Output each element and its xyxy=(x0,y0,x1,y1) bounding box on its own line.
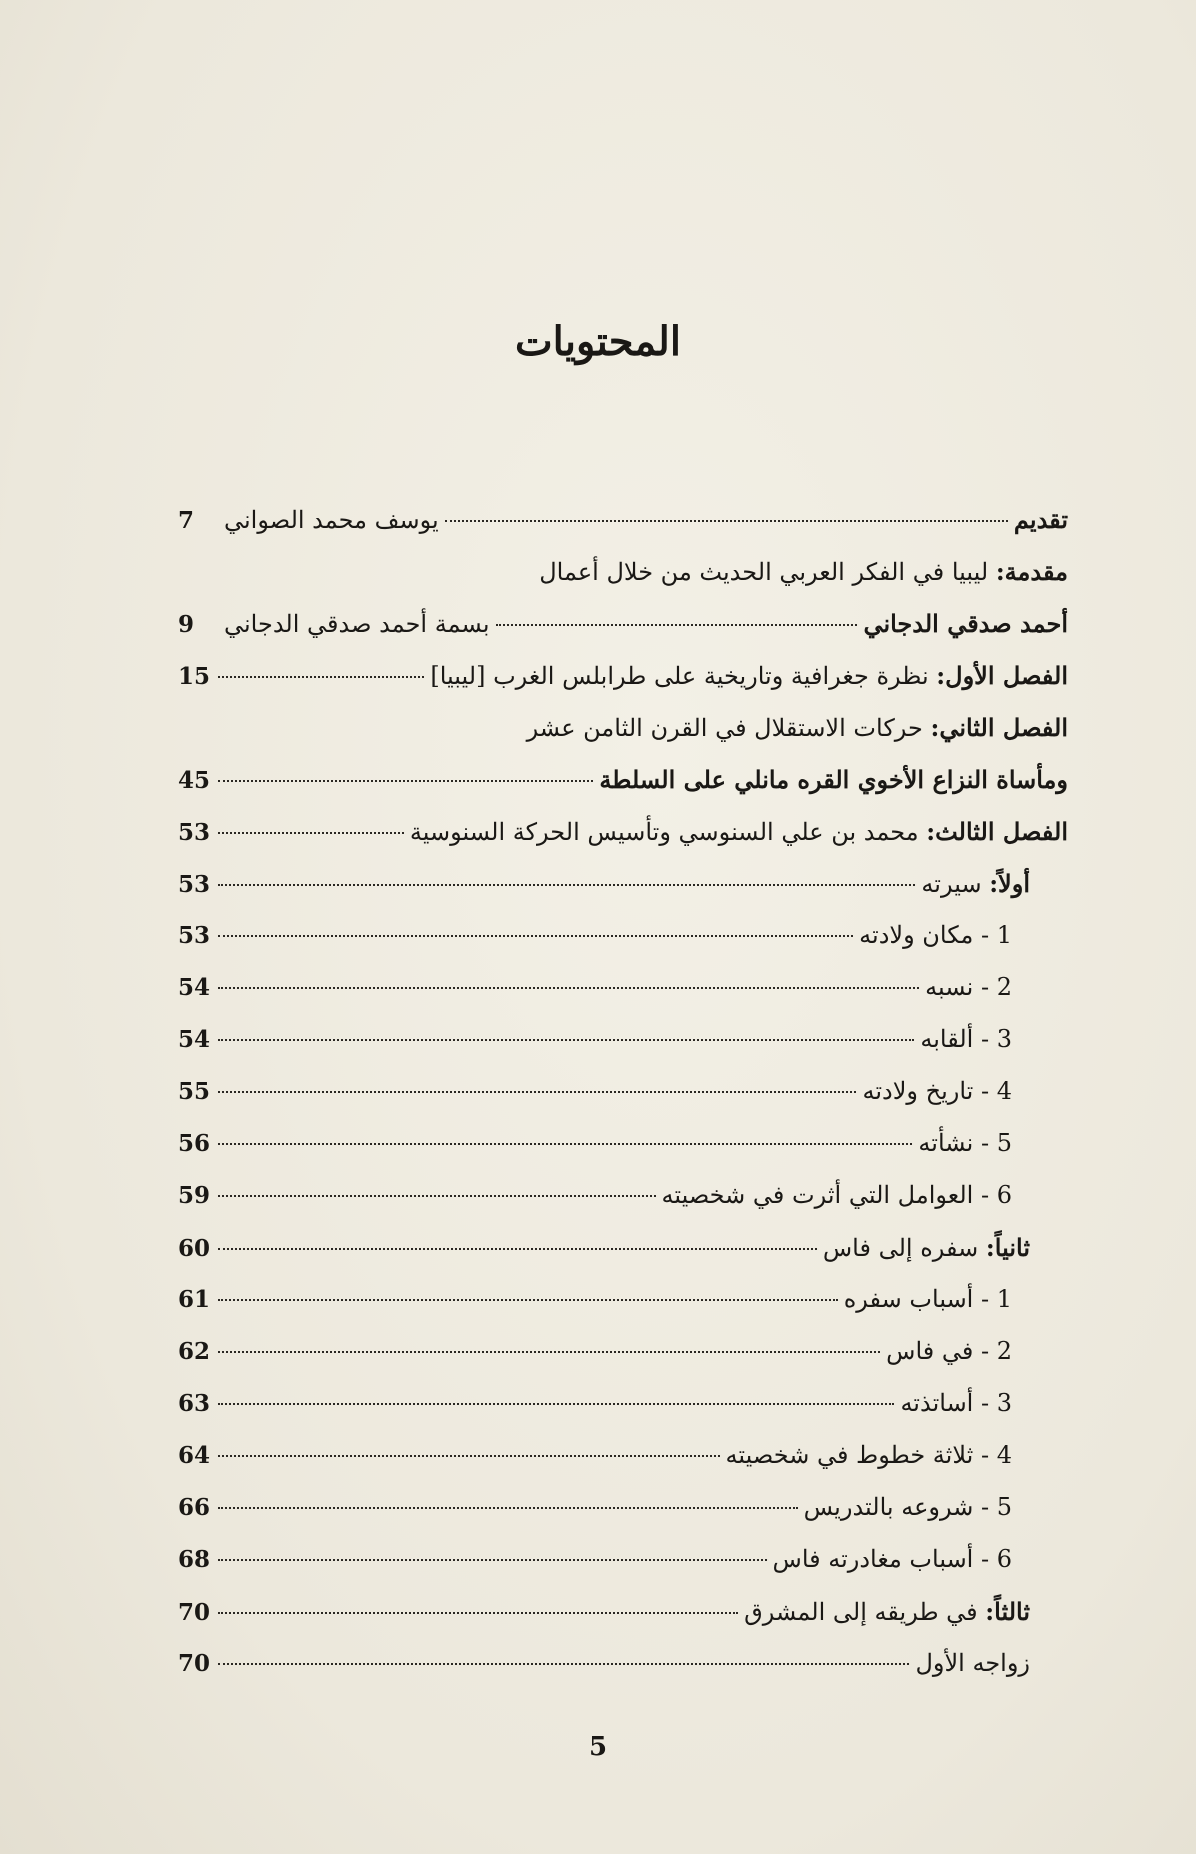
toc-entry xyxy=(178,817,1068,869)
toc-entry-text: 4 - تاريخ ولادته xyxy=(862,1077,1012,1105)
toc-entry-author: يوسف محمد الصواني xyxy=(224,506,439,534)
dot-leader xyxy=(218,676,424,678)
toc-entry-title xyxy=(804,1493,1012,1521)
toc-entry-heading: أحمد صدقي الدجاني xyxy=(863,609,1068,638)
toc-entry-title xyxy=(410,817,1068,846)
dot-leader xyxy=(496,624,858,626)
toc-entry-text: حركات الاستقلال في القرن الثامن عشر xyxy=(526,714,931,742)
toc-entry-title xyxy=(726,1441,1012,1469)
toc-entry-heading: الفصل الثاني: xyxy=(930,713,1068,742)
dot-leader xyxy=(218,1039,914,1041)
toc-entry xyxy=(178,1597,1068,1649)
toc-entry-title xyxy=(915,1649,1030,1677)
toc-entry-page: 54 xyxy=(178,974,211,1001)
toc-entry-heading: الفصل الأول: xyxy=(936,661,1068,690)
dot-leader xyxy=(218,1403,894,1405)
toc-entry-title xyxy=(823,1233,1030,1262)
toc-entry-text: 1 - مكان ولادته xyxy=(859,921,1012,949)
toc-entry xyxy=(178,765,1068,817)
toc-entry xyxy=(178,1441,1068,1493)
toc-entry-heading: ومأساة النزاع الأخوي القره مانلي على السلطة xyxy=(599,765,1068,794)
dot-leader xyxy=(445,520,1008,522)
toc-entry-page: 15 xyxy=(178,663,211,690)
dot-leader xyxy=(218,1299,838,1301)
toc-entry-text: 1 - أسباب سفره xyxy=(843,1285,1012,1313)
toc-entry xyxy=(178,1649,1068,1701)
toc-entry-page: 7 xyxy=(178,507,195,534)
toc-entry-title xyxy=(859,921,1012,949)
toc-entry-text: 2 - نسبه xyxy=(925,973,1012,1001)
toc-entry-title xyxy=(886,1337,1012,1365)
toc-entry xyxy=(178,1285,1068,1337)
dot-leader xyxy=(218,1455,720,1457)
toc-entry-author: بسمة أحمد صدقي الدجاني xyxy=(224,610,490,638)
toc-entry-heading: أولاً: xyxy=(989,869,1030,898)
toc-entry xyxy=(178,1493,1068,1545)
dot-leader xyxy=(218,1663,909,1665)
toc-entry-heading: الفصل الثالث: xyxy=(926,817,1068,846)
toc-entry-page: 63 xyxy=(178,1390,211,1417)
toc-entry-title xyxy=(599,765,1068,794)
toc-entry-heading: تقديم xyxy=(1013,505,1068,534)
toc-entry-title xyxy=(430,661,1068,690)
toc-entry xyxy=(178,1077,1068,1129)
toc-entry-page: 66 xyxy=(178,1494,211,1521)
toc-entry-page: 62 xyxy=(178,1338,211,1365)
toc-entry-page: 55 xyxy=(178,1078,211,1105)
toc-entry-page: 53 xyxy=(178,819,211,846)
dot-leader xyxy=(218,935,853,937)
toc-entry-page: 59 xyxy=(178,1182,211,1209)
toc-entry-page: 61 xyxy=(178,1286,211,1313)
toc-entry-text: 6 - أسباب مغادرته فاس xyxy=(772,1545,1012,1573)
toc-entry-title xyxy=(773,1545,1012,1573)
toc-entry-page: 54 xyxy=(178,1026,211,1053)
toc-entry-text: 3 - أساتذته xyxy=(900,1389,1012,1417)
toc-entry-text: 4 - ثلاثة خطوط في شخصيته xyxy=(725,1441,1012,1469)
toc-entry xyxy=(178,557,1068,609)
toc-entry-title xyxy=(862,1077,1012,1105)
toc-entry-text: سفره إلى فاس xyxy=(822,1234,986,1262)
toc-entry-page: 53 xyxy=(178,871,211,898)
dot-leader xyxy=(218,1143,912,1145)
toc-entry-text: 2 - في فاس xyxy=(886,1337,1012,1365)
toc-entry xyxy=(178,973,1068,1025)
toc-entry-text: 3 - ألقابه xyxy=(920,1025,1012,1053)
toc-entry-text: 6 - العوامل التي أثرت في شخصيته xyxy=(661,1181,1012,1209)
toc-entry-text: زواجه الأول xyxy=(915,1649,1030,1677)
toc-entry-page: 53 xyxy=(178,922,211,949)
toc-entry-text: 5 - نشأته xyxy=(918,1129,1012,1157)
toc-entry-text: سيرته xyxy=(921,870,990,898)
dot-leader xyxy=(218,1351,880,1353)
toc-entry xyxy=(178,609,1068,661)
dot-leader xyxy=(218,1195,656,1197)
dot-leader xyxy=(218,884,915,886)
dot-leader xyxy=(218,780,593,782)
toc-entry-text: نظرة جغرافية وتاريخية على طرابلس الغرب [ليبيا] xyxy=(430,662,937,690)
toc-entry xyxy=(178,713,1068,765)
toc-entry-text: محمد بن علي السنوسي وتأسيس الحركة السنوسية xyxy=(409,818,927,846)
dot-leader xyxy=(218,1091,856,1093)
toc-entry-title xyxy=(925,973,1012,1001)
toc-entry-title xyxy=(918,1129,1012,1157)
dot-leader xyxy=(218,1248,817,1250)
toc-entry xyxy=(178,1025,1068,1077)
toc-entry xyxy=(178,1129,1068,1181)
toc-entry-title xyxy=(662,1181,1012,1209)
toc-entry-page: 70 xyxy=(178,1650,211,1677)
toc-entry xyxy=(178,921,1068,973)
toc-entry xyxy=(178,661,1068,713)
table-of-contents xyxy=(178,505,1068,1701)
toc-entry xyxy=(178,1389,1068,1441)
dot-leader xyxy=(218,832,404,834)
dot-leader xyxy=(218,1507,798,1509)
toc-entry-page: 56 xyxy=(178,1130,211,1157)
dot-leader xyxy=(218,1559,767,1561)
toc-entry-title xyxy=(527,713,1068,742)
toc-entry-page: 64 xyxy=(178,1442,211,1469)
toc-entry-heading: مقدمة: xyxy=(995,557,1068,586)
page-title: المحتويات xyxy=(515,318,681,365)
toc-entry xyxy=(178,505,1068,557)
toc-entry-page: 68 xyxy=(178,1546,211,1573)
toc-entry-text: 5 - شروعه بالتدريس xyxy=(803,1493,1012,1521)
toc-entry xyxy=(178,869,1068,921)
toc-entry-title xyxy=(921,869,1030,898)
dot-leader xyxy=(218,1612,738,1614)
toc-entry xyxy=(178,1233,1068,1285)
toc-entry-title xyxy=(863,609,1068,638)
toc-entry-page: 45 xyxy=(178,767,211,794)
toc-entry-text: في طريقه إلى المشرق xyxy=(744,1598,986,1626)
toc-entry-title xyxy=(920,1025,1012,1053)
toc-entry-heading: ثانياً: xyxy=(985,1233,1030,1262)
toc-entry-title xyxy=(1014,505,1068,534)
toc-entry xyxy=(178,1545,1068,1597)
toc-entry xyxy=(178,1337,1068,1389)
toc-entry-page: 60 xyxy=(178,1235,211,1262)
toc-entry-page: 9 xyxy=(178,611,195,638)
dot-leader xyxy=(218,987,919,989)
toc-entry xyxy=(178,1181,1068,1233)
toc-entry-text: ليبيا في الفكر العربي الحديث من خلال أعمال xyxy=(539,558,996,586)
toc-entry-title xyxy=(900,1389,1012,1417)
toc-entry-title xyxy=(539,557,1068,586)
toc-entry-title xyxy=(744,1597,1030,1626)
toc-entry-page: 70 xyxy=(178,1599,211,1626)
toc-entry-title xyxy=(844,1285,1012,1313)
toc-entry-heading: ثالثاً: xyxy=(985,1597,1030,1626)
page-number: 5 xyxy=(588,1732,608,1762)
